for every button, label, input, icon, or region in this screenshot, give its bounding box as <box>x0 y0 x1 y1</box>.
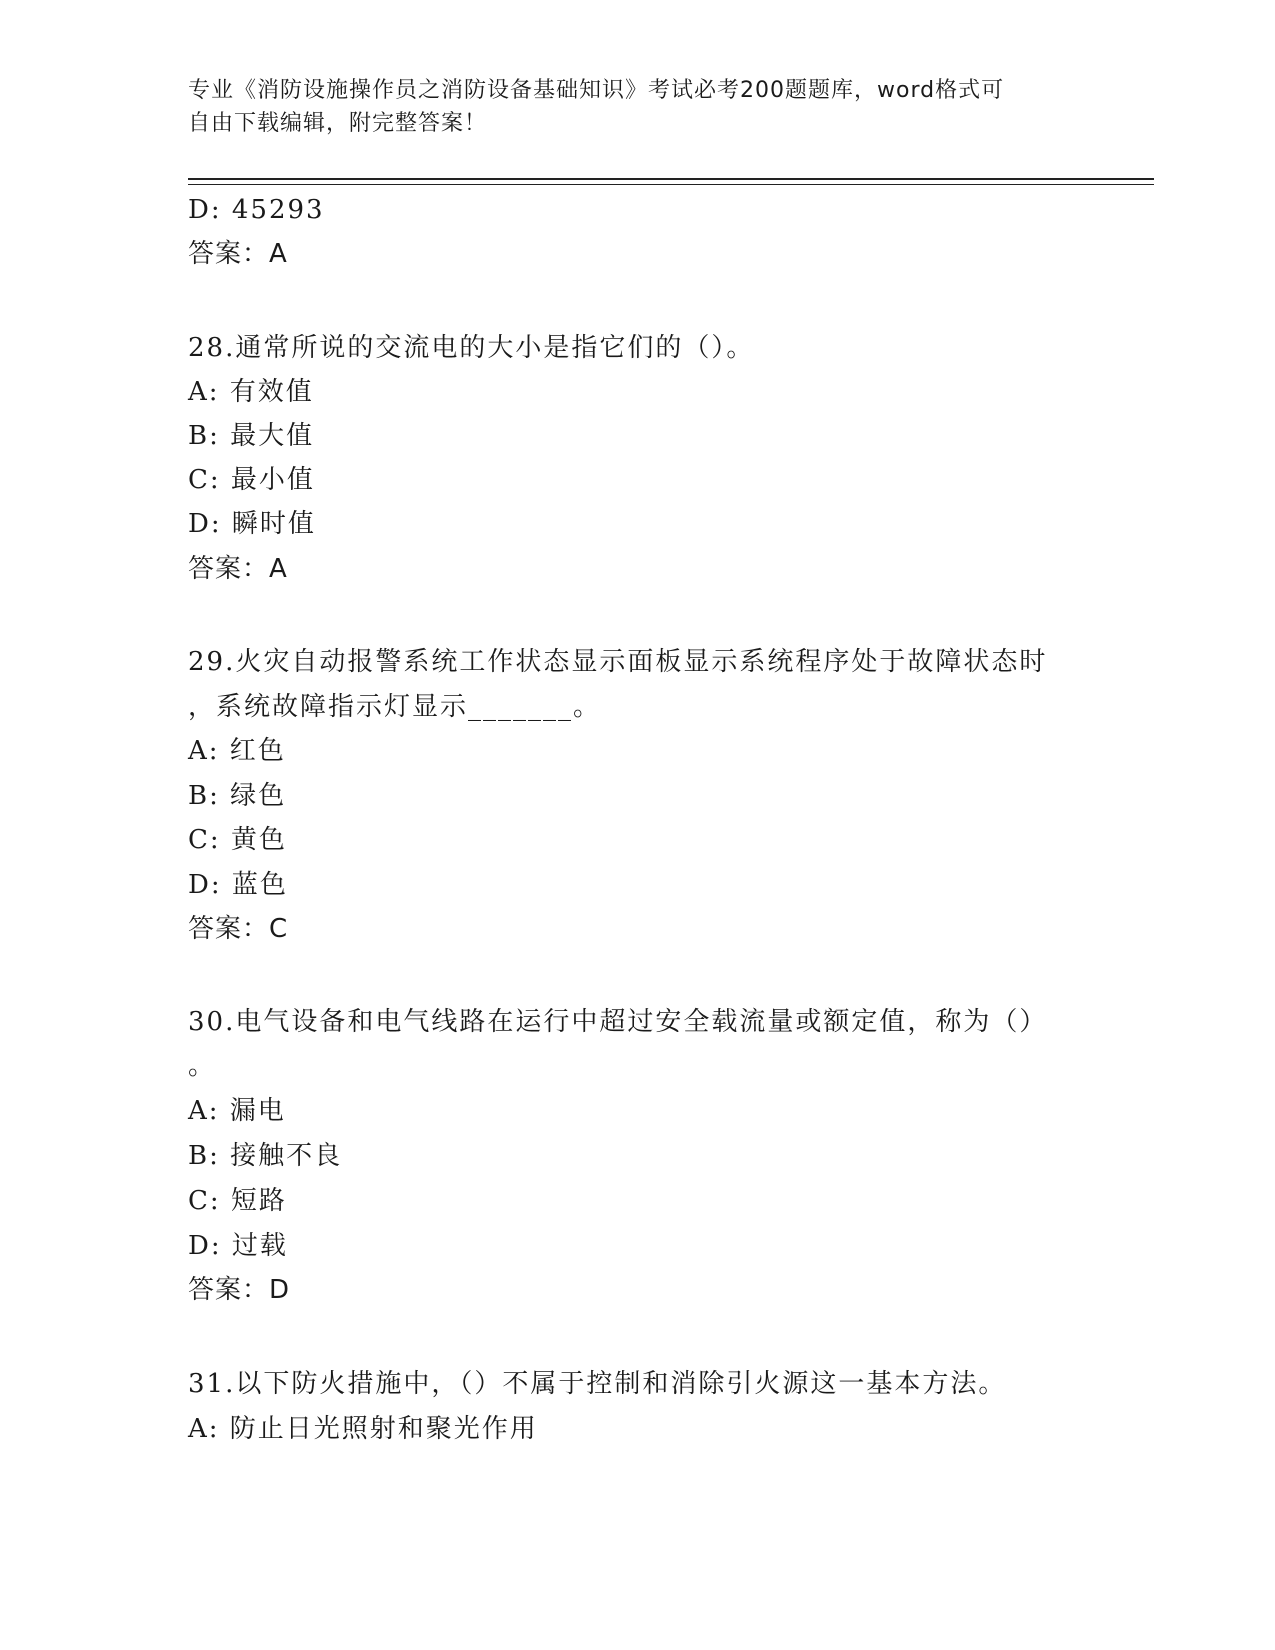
q28-option-b: B: 最大值 <box>188 421 315 451</box>
q30-option-c: C: 短路 <box>188 1186 287 1216</box>
q28-stem: 28.通常所说的交流电的大小是指它们的（）。 <box>188 333 755 363</box>
q30-stem-line-1: 30.电气设备和电气线路在运行中超过安全载流量或额定值，称为（） <box>188 1007 1048 1037</box>
q29-stem-line-1: 29.火灾自动报警系统工作状态显示面板显示系统程序处于故障状态时 <box>188 647 1048 677</box>
q29-option-a: A: 红色 <box>188 736 286 766</box>
q28-answer: 答案：A <box>188 554 288 584</box>
q29-answer: 答案：C <box>188 914 289 944</box>
q30-answer: 答案：D <box>188 1275 291 1305</box>
q30-option-d: D: 过载 <box>188 1231 288 1261</box>
q31-option-a: A: 防止日光照射和聚光作用 <box>188 1414 538 1444</box>
prev-option-d: D: 45293 <box>188 195 325 225</box>
q29-option-b: B: 绿色 <box>188 781 287 811</box>
header-line-1: 专业《消防设施操作员之消防设备基础知识》考试必考200题题库，word格式可 <box>188 78 1005 103</box>
q28-option-a: A: 有效值 <box>188 377 314 407</box>
q30-option-a: A: 漏电 <box>188 1096 286 1126</box>
q29-option-c: C: 黄色 <box>188 825 287 855</box>
q28-option-c: C: 最小值 <box>188 465 315 495</box>
header-line-2: 自由下载编辑，附完整答案！ <box>188 111 488 136</box>
prev-answer: 答案：A <box>188 239 288 269</box>
q29-stem-line-2: ，系统故障指示灯显示_______。 <box>188 692 602 722</box>
header-divider <box>188 178 1154 185</box>
q29-option-d: D: 蓝色 <box>188 870 288 900</box>
q30-option-b: B: 接触不良 <box>188 1141 343 1171</box>
q30-stem-line-2: 。 <box>188 1051 217 1081</box>
q28-option-d: D: 瞬时值 <box>188 509 316 539</box>
document-header <box>188 74 1068 140</box>
q31-stem: 31.以下防火措施中，（）不属于控制和消除引火源这一基本方法。 <box>188 1369 1007 1399</box>
